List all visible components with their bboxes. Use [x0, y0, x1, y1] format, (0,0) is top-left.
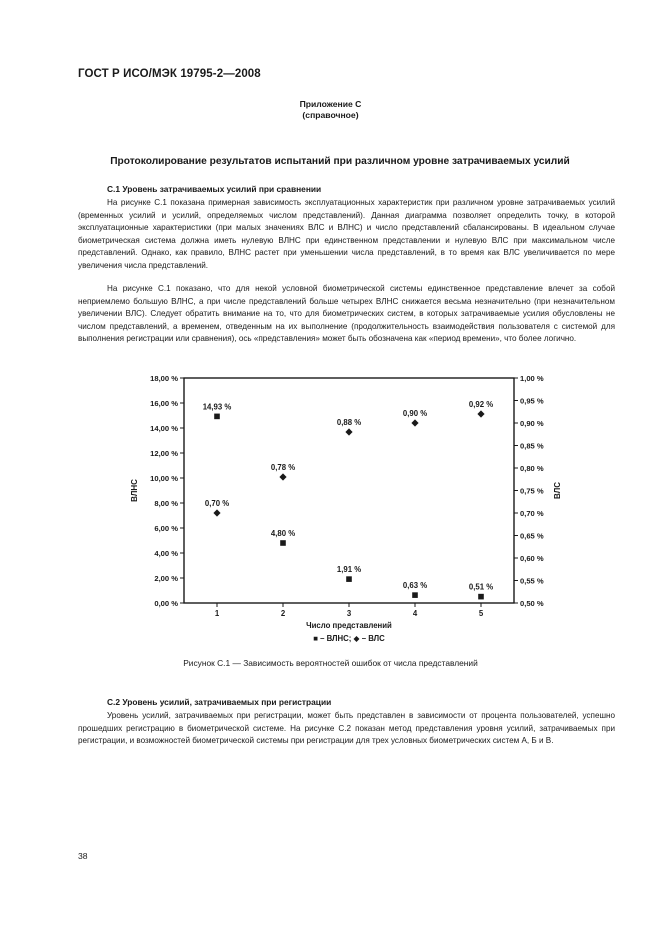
- page-number: 38: [78, 851, 88, 861]
- y2-tick-label: 0,50 %: [520, 599, 544, 608]
- vls-data-label: 0,92 %: [468, 400, 494, 409]
- vlns-data-label: 0,63 %: [402, 581, 428, 591]
- y-tick-label: 8,00 %: [154, 499, 178, 508]
- x-tick-label: 2: [280, 609, 286, 618]
- vlns-point: [214, 414, 220, 420]
- c2-paragraph-1: Уровень усилий, затрачиваемых при регистрации, может быть представлен в зависимости от процента пользователей, успешно прошедших регистрацию в биометрической системе. На рисунке С.2 показан метод представления уровня усилий, затрачиваемых при регистрации, и возможностей биометрической системы при регистрации для трех условных биометрических систем А, Б и В.: [78, 711, 615, 745]
- appendix-title: Приложение С: [299, 99, 362, 109]
- vls-data-label: 0,70 %: [204, 499, 230, 508]
- c1-heading: С.1 Уровень затрачиваемых усилий при сравнении: [107, 184, 322, 194]
- vlns-point: [412, 592, 418, 598]
- y2-tick-label: 1,00 %: [520, 374, 544, 383]
- chart-legend: ■ – ВЛНС; ◆ – ВЛС: [313, 634, 385, 643]
- figure-c1-chart: [0, 365, 661, 650]
- y-axis-label: ВЛНС: [130, 479, 139, 502]
- y2-tick-label: 0,85 %: [520, 441, 544, 451]
- vls-point: [477, 410, 484, 417]
- x-tick-label: 1: [214, 609, 220, 618]
- y2-tick-label: 0,95 %: [520, 396, 544, 406]
- y2-tick-label: 0,60 %: [520, 554, 544, 563]
- vlns-data-label: 0,51 %: [468, 582, 494, 592]
- vls-point: [279, 473, 286, 480]
- vls-point: [345, 428, 352, 435]
- x-tick-label: 3: [346, 609, 352, 618]
- y-tick-label: 16,00 %: [150, 399, 178, 408]
- y2-tick-label: 0,75 %: [520, 486, 544, 496]
- c1-paragraph-2: На рисунке С.1 показано, что для некой условной биометрической системы единственное представление влечет за собой неприемлемо большую ВЛНС, а при числе представлений больше четырех ВЛНС снижается весьма незначительно (при незначительном увеличении ВЛС). Следует обратить внимание на то, что для биометрических систем, в которых затрачиваемые усилия обусловлены не числом представлений, а временем, отведенным на их выполнение (продолжительность взаимодействия пользователя с системой для выполнения регистрации или сравнения), ось «представления» может быть обозначена как «период времени», что более логично.: [78, 284, 615, 343]
- document-header: ГОСТ Р ИСО/МЭК 19795-2—2008: [78, 68, 261, 80]
- y-tick-label: 6,00 %: [154, 524, 178, 533]
- y-tick-label: 14,00 %: [150, 424, 178, 433]
- y2-tick-label: 0,80 %: [520, 464, 544, 473]
- y2-axis-label: ВЛС: [553, 482, 562, 499]
- vls-point: [411, 419, 418, 426]
- y2-tick-label: 0,65 %: [520, 531, 544, 541]
- x-axis-label: Число представлений: [306, 621, 392, 630]
- section-title: Протоколирование результатов испытаний при различном уровне затрачиваемых усилий: [110, 156, 570, 167]
- vls-data-label: 0,88 %: [336, 418, 362, 427]
- vlns-data-label: 4,80 %: [270, 529, 296, 538]
- vls-data-label: 0,78 %: [270, 463, 296, 472]
- y-tick-label: 4,00 %: [154, 549, 178, 558]
- y-tick-label: 2,00 %: [154, 574, 178, 583]
- vls-data-label: 0,90 %: [402, 409, 428, 418]
- vlns-data-label: 1,91 %: [336, 565, 362, 575]
- y2-tick-label: 0,90 %: [520, 419, 544, 428]
- x-tick-label: 5: [478, 609, 484, 618]
- vlns-data-label: 14,93 %: [202, 402, 232, 412]
- y2-tick-label: 0,70 %: [520, 509, 544, 518]
- vlns-point: [280, 540, 286, 546]
- y2-tick-label: 0,55 %: [520, 576, 544, 586]
- y-tick-label: 12,00 %: [150, 449, 178, 458]
- vlns-point: [346, 576, 352, 582]
- figure-caption: Рисунок С.1 — Зависимость вероятностей ошибок от числа представлений: [183, 658, 478, 668]
- c1-paragraph-1: На рисунке С.1 показана примерная зависимость эксплуатационных характеристик при различном уровне затрачиваемых усилий (временных усилий и усилий, определяемых числом представлений). Данная диаграмма позволяет определить точку, в которой эксплуатационные характеристики (при малых значениях ВЛС и ВЛНС) и число представлений сбалансированы. В идеальном случае биометрическая система должна иметь нулевую ВЛНС при единственном представлении и нулевую ВЛС при максимальном числе представлений. Однако, как правило, ВЛНС растет при уменьшении числа представлений, в то время как ВЛС увеличивается по мере увеличения числа представлений.: [78, 198, 615, 270]
- x-tick-label: 4: [412, 609, 418, 618]
- y-tick-label: 0,00 %: [154, 599, 178, 608]
- y-tick-label: 10,00 %: [150, 474, 178, 483]
- vls-point: [213, 509, 220, 516]
- y-tick-label: 18,00 %: [150, 374, 178, 383]
- chart-plot-group: [130, 374, 562, 643]
- appendix-subtitle: (справочное): [302, 110, 359, 120]
- vlns-point: [478, 594, 484, 600]
- c2-heading: С.2 Уровень усилий, затрачиваемых при регистрации: [107, 697, 332, 707]
